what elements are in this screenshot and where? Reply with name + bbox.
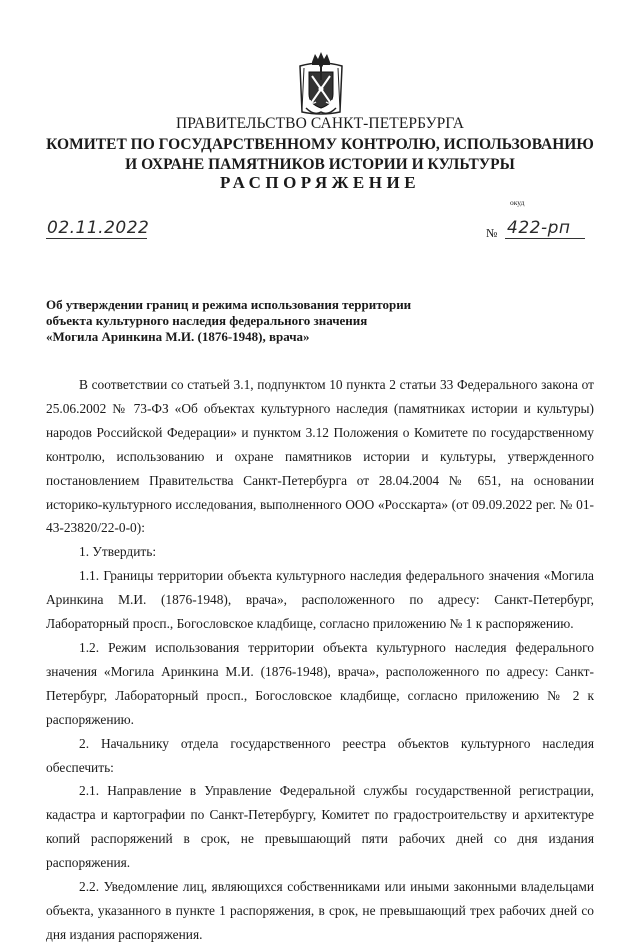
- committee-line-2: И ОХРАНЕ ПАМЯТНИКОВ ИСТОРИИ И КУЛЬТУРЫ: [125, 156, 515, 173]
- subject-line-2: объекта культурного наследия федерального значения: [46, 313, 368, 328]
- document-type-title: РАСПОРЯЖЕНИЕ: [219, 173, 421, 192]
- paragraph-1-1: 1.1. Границы территории объекта культурного наследия федерального значения «Могила Аринкина М.И. (1876-1948), врача», расположенного по адресу: Санкт-Петербург, Лабораторный просп., Богословское кладбище, согласно приложению № 1 к распоряжению.: [46, 568, 594, 632]
- committee-line-1: КОМИТЕТ ПО ГОСУДАРСТВЕННОМУ КОНТРОЛЮ, ИСПОЛЬЗОВАНИЮ: [46, 136, 594, 153]
- document-number: 422-рп: [505, 218, 585, 239]
- document-date: 02.11.2022: [47, 218, 150, 238]
- paragraph-1: 1. Утвердить:: [79, 544, 157, 560]
- coat-of-arms-emblem: [296, 50, 346, 118]
- government-title: ПРАВИТЕЛЬСТВО САНКТ-ПЕТЕРБУРГА: [175, 115, 465, 132]
- document-body: [46, 373, 594, 947]
- paragraph-2: 2. Начальнику отдела государственного реестра объектов культурного наследия обеспечить:: [46, 735, 594, 775]
- document-subject: [46, 297, 466, 345]
- okud-label: окуд: [510, 198, 525, 207]
- paragraph-1-2: 1.2. Режим использования территории объекта культурного наследия федерального значения «Могила Аринкина М.И. (1876-1948), врача», расположенного по адресу: Санкт-Петербург, Лабораторный просп., Богословское кладбище, согласно приложению № 2 к распоряжению.: [46, 639, 594, 727]
- paragraph-2-1: 2.1. Направление в Управление Федеральной службы государственной регистрации, кадастра и картографии по Санкт-Петербургу, Комитет по градостроительству и архитектуре копий распоряжений в срок, не превышающий пяти рабочих дней со дня издания распоряжения.: [46, 783, 594, 871]
- subject-line-3: «Могила Аринкина М.И. (1876-1948), врача»: [46, 329, 310, 344]
- subject-line-1: Об утверждении границ и режима использования территории: [46, 297, 412, 312]
- document-number-label: №: [486, 226, 498, 240]
- committee-name: [0, 135, 640, 175]
- paragraph-2-2: 2.2. Уведомление лиц, являющихся собственниками или иными законными владельцами объекта, указанного в пункте 1 распоряжения, в срок, не превышающий трех рабочих дней со дня издания распоряжения.: [46, 879, 594, 942]
- paragraph-preamble: В соответствии со статьей 3.1, подпунктом 10 пункта 2 статьи 33 Федерального закона от 25.06.2002 № 73-ФЗ «Об объектах культурного наследия (памятниках истории и культуры) народов Российской Федерации» и пунктом 3.12 Положения о Комитете по государственному контролю, использованию и охране памятников истории и культуры, утвержденного постановлением Правительства Санкт-Петербурга от 28.04.2004 № 651, на основании историко-культурного исследования, выполненного ООО «Росскарта» (от 09.09.2022 рег. № 01-43-23820/22-0-0):: [46, 377, 594, 536]
